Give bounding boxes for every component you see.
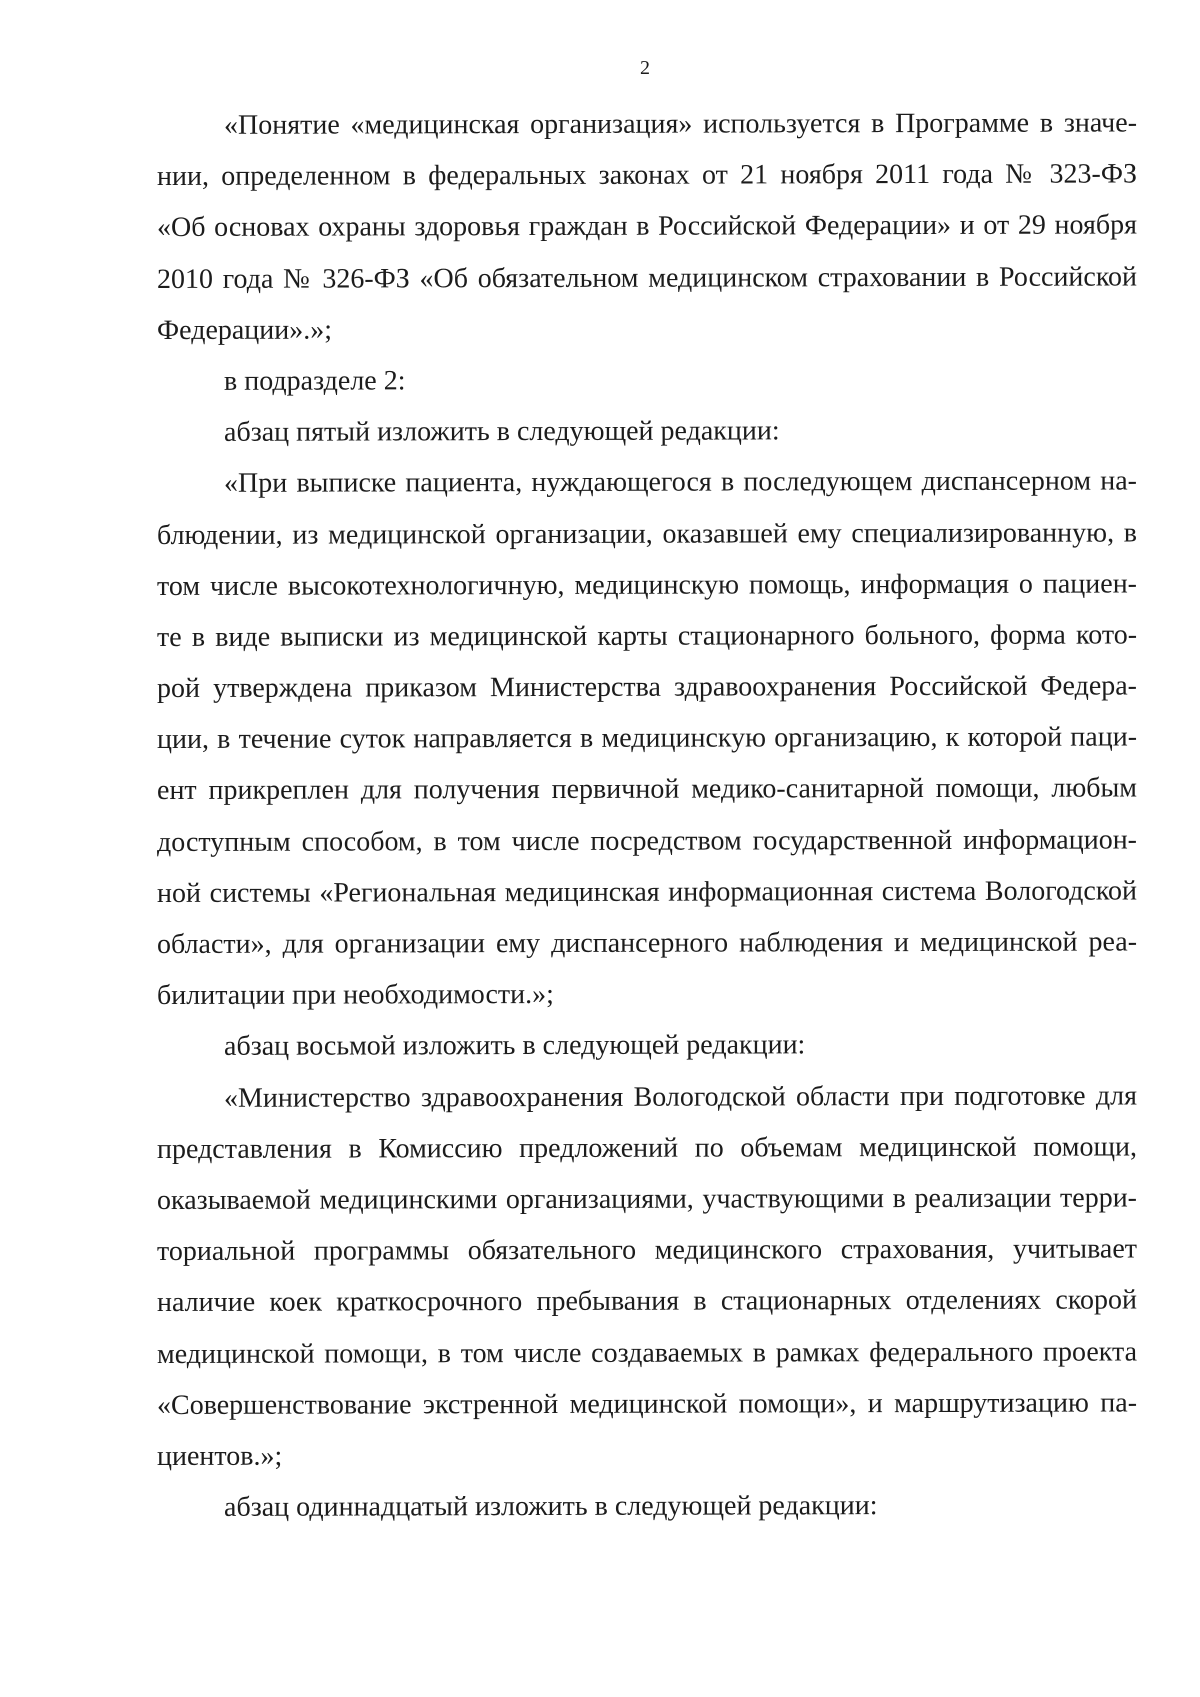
text-line: оказываемой медицинскими организациями, участвующими в реализации терри- bbox=[156, 1182, 1138, 1216]
text-line: абзац восьмой изложить в следующей редакции: bbox=[223, 1029, 806, 1063]
page-number: 2 bbox=[640, 57, 650, 79]
text-line: Федерации».»; bbox=[156, 314, 333, 346]
text-line: нии, определенном в федеральных законах от 21 ноября 2011 года № 323-ФЗ bbox=[156, 158, 1138, 193]
text-line: наличие коек краткосрочного пребывания в стационарных отделениях скорой bbox=[156, 1284, 1138, 1319]
text-line: доступным способом, в том числе посредством государственной информацион- bbox=[156, 824, 1138, 858]
text-line: циентов.»; bbox=[156, 1440, 283, 1472]
text-line: ториальной программы обязательного медицинского страхования, учитывает bbox=[156, 1233, 1138, 1268]
text-line: ции, в течение суток направляется в медицинскую организацию, к которой паци- bbox=[156, 721, 1138, 756]
text-line: 2010 года № 326-ФЗ «Об обязательном медицинском страховании в Российской bbox=[156, 260, 1138, 295]
text-line: медицинской помощи, в том числе создаваемых в рамках федерального проекта bbox=[156, 1335, 1138, 1370]
text-line: абзац одиннадцатый изложить в следующей редакции: bbox=[223, 1490, 878, 1523]
text-line: ент прикреплен для получения первичной медико-санитарной помощи, любым bbox=[156, 772, 1138, 807]
text-line: ной системы «Региональная медицинская информационная система Вологодской bbox=[156, 875, 1138, 909]
text-line: блюдении, из медицинской организации, оказавшей ему специализированную, в bbox=[156, 516, 1138, 551]
text-line: области», для организации ему диспансерного наблюдения и медицинской реа- bbox=[156, 926, 1138, 960]
text-line: «Об основах охраны здоровья граждан в Российской Федерации» и от 29 ноября bbox=[156, 209, 1138, 244]
text-line: том числе высокотехнологичную, медицинскую помощь, информация о пациен- bbox=[156, 568, 1138, 602]
document-body bbox=[157, 100, 1137, 1533]
text-line: представления в Комиссию предложений по объемам медицинской помощи, bbox=[156, 1131, 1138, 1165]
text-line: билитации при необходимости.»; bbox=[156, 979, 554, 1012]
text-line: те в виде выписки из медицинской карты стационарного больного, форма кото- bbox=[156, 619, 1138, 653]
text-line: рой утверждена приказом Министерства здравоохранения Российской Федера- bbox=[156, 670, 1138, 705]
text-line: в подразделе 2: bbox=[223, 365, 406, 397]
text-line: «При выписке пациента, нуждающегося в последующем диспансерном на- bbox=[223, 465, 1138, 500]
text-line: абзац пятый изложить в следующей редакции: bbox=[223, 415, 780, 448]
text-line: «Совершенствование экстренной медицинской помощи», и маршрутизацию па- bbox=[156, 1387, 1138, 1421]
text-line: «Министерство здравоохранения Вологодской области при подготовке для bbox=[223, 1079, 1138, 1114]
text-line: «Понятие «медицинская организация» используется в Программе в значе- bbox=[223, 107, 1138, 141]
